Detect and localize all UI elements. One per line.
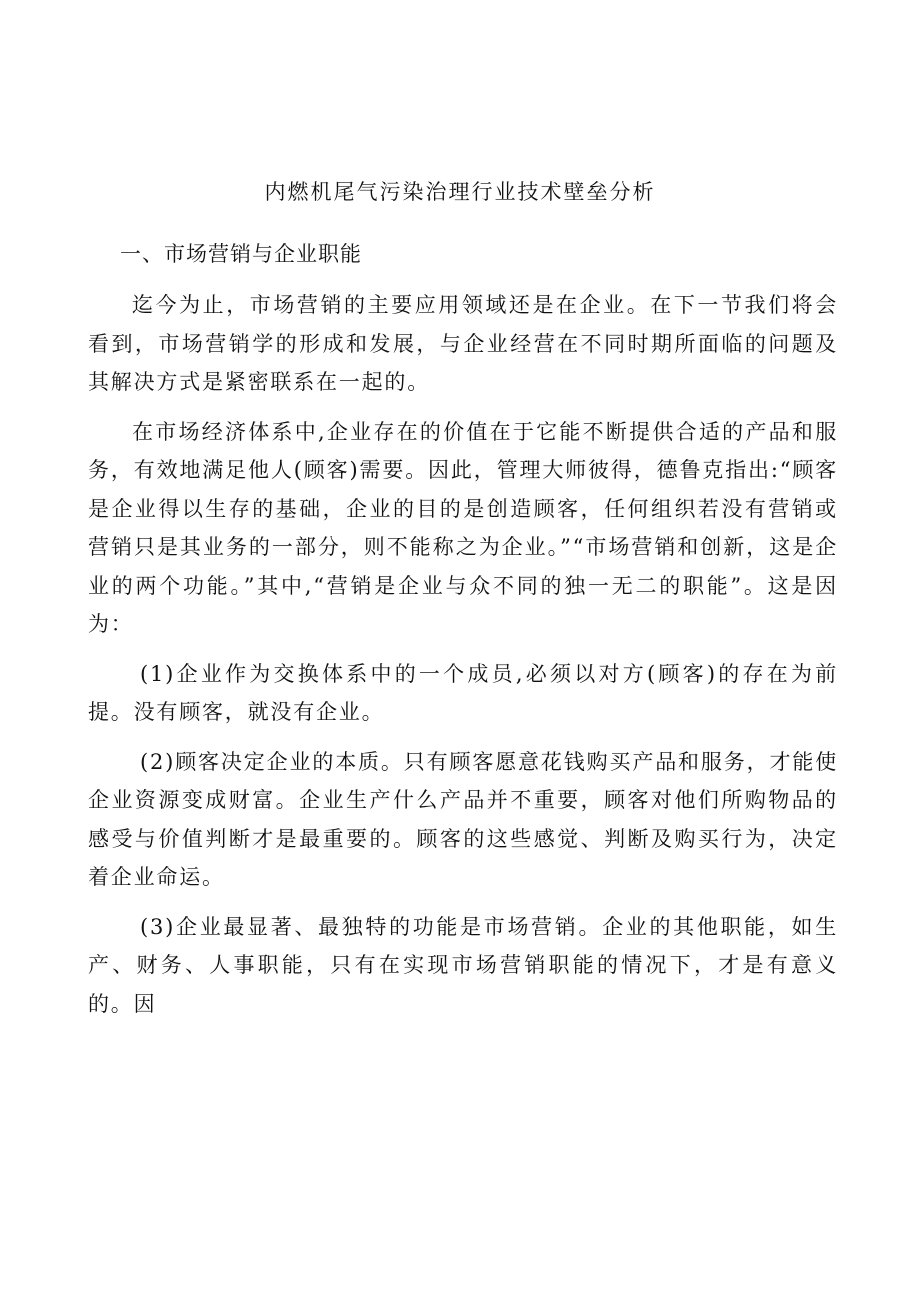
document-body <box>88 286 838 1034</box>
paragraph-intro: 迄今为止，市场营销的主要应用领域还是在企业。在下一节我们将会看到，市场营销学的形成和发展，与企业经营在不同时期所面临的问题及其解决方式是紧密联系在一起的。 <box>88 293 838 394</box>
list-item-1: (1)企业作为交换体系中的一个成员,必须以对方(顾客)的存在为前提。没有顾客，就没有企业。 <box>88 661 838 724</box>
list-item-3: (3)企业最显著、最独特的功能是市场营销。企业的其他职能，如生产、财务、人事职能，只有在实现市场营销职能的情况下，才是有意义的。因 <box>88 914 838 1016</box>
document-title: 内燃机尾气污染治理行业技术壁垒分析 <box>264 180 656 204</box>
paragraph-market-economy: 在市场经济体系中,企业存在的价值在于它能不断提供合适的产品和服务，有效地满足他人(顾客)需要。因此，管理大师彼得，德鲁克指出:“顾客是企业得以生存的基础，企业的目的是创造顾客，任何组织若没有营销或营销只是其业务的一部分，则不能称之为企业。”“市场营销和创新，这是企业的两个功能。”其中,“营销是企业与众不同的独一无二的职能”。这是因为： <box>88 419 838 636</box>
section-heading: 一、市场营销与企业职能 <box>120 242 362 266</box>
list-item-2: (2)顾客决定企业的本质。只有顾客愿意花钱购买产品和服务，才能使企业资源变成财富。企业生产什么产品并不重要，顾客对他们所购物品的感受与价值判断才是最重要的。顾客的这些感觉、判断及购买行为，决定着企业命运。 <box>88 749 838 889</box>
